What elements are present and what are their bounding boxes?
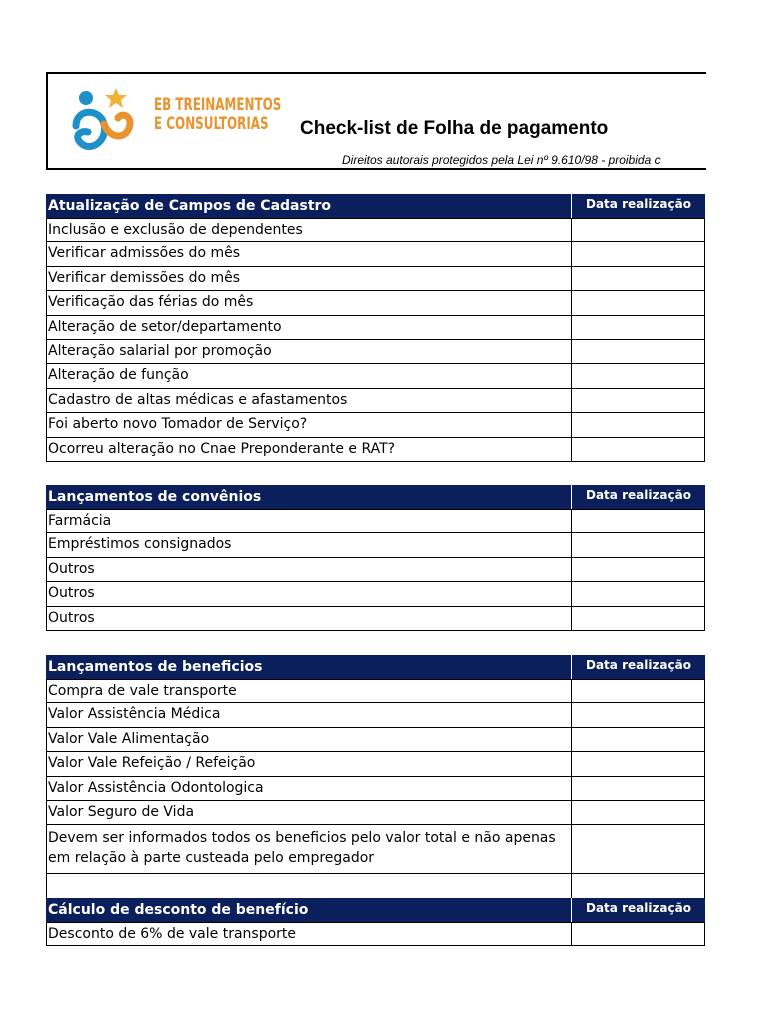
checklist-row: [46, 267, 705, 291]
document-header: [46, 72, 706, 170]
date-cell[interactable]: [571, 801, 705, 825]
date-cell[interactable]: [571, 219, 705, 242]
copyright-notice: Direitos autorais protegidos pela Lei nº 9.610/98 - proibida c: [342, 153, 661, 167]
date-cell[interactable]: [571, 703, 705, 727]
section-header: [46, 194, 705, 218]
item-label: Cadastro de altas médicas e afastamentos: [46, 389, 571, 413]
date-cell[interactable]: [571, 389, 705, 413]
item-label: Verificar demissões do mês: [46, 267, 571, 291]
section-title: Cálculo de desconto de benefício: [48, 902, 309, 918]
section-header: [46, 898, 705, 922]
section-header: [46, 485, 705, 509]
date-cell[interactable]: [571, 607, 705, 631]
date-cell[interactable]: [571, 510, 705, 533]
checklist-row: [46, 218, 705, 242]
item-note: Devem ser informados todos os beneficios pelo valor total e não apenas em relação à parte custeada pelo empregador: [46, 825, 571, 874]
item-label: Ocorreu alteração no Cnae Preponderante e RAT?: [46, 438, 571, 462]
item-label: Foi aberto novo Tomador de Serviço?: [46, 413, 571, 437]
item-label: Alteração salarial por promoção: [46, 340, 571, 364]
date-cell[interactable]: [571, 825, 705, 874]
checklist-row-note: [46, 825, 705, 874]
checklist-row: [46, 364, 705, 388]
date-column-header: Data realização: [571, 898, 705, 922]
date-cell[interactable]: [571, 680, 705, 703]
date-cell[interactable]: [571, 558, 705, 582]
checklist-row: [46, 533, 705, 557]
checklist-row: [46, 438, 705, 462]
checklist-row: [46, 291, 705, 315]
checklist-row: [46, 777, 705, 801]
item-label: Valor Vale Alimentação: [46, 728, 571, 752]
date-cell[interactable]: [571, 316, 705, 340]
section-convenios: [46, 485, 705, 631]
empty-row: [46, 874, 705, 898]
date-cell[interactable]: [571, 267, 705, 291]
date-cell[interactable]: [571, 777, 705, 801]
empty-cell: [46, 874, 571, 898]
page-title: Check-list de Folha de pagamento: [300, 118, 609, 139]
item-label: Farmácia: [46, 510, 571, 533]
section-desconto: [46, 898, 705, 946]
section-cadastro: [46, 194, 705, 462]
item-label: Empréstimos consignados: [46, 533, 571, 557]
checklist-row: [46, 752, 705, 776]
date-cell[interactable]: [571, 923, 705, 946]
item-label: Valor Assistência Médica: [46, 703, 571, 727]
item-label: Desconto de 6% de vale transporte: [46, 923, 571, 946]
checklist-row: [46, 413, 705, 437]
item-label: Verificação das férias do mês: [46, 291, 571, 315]
section-beneficios: [46, 655, 705, 899]
eb-logo-icon: [70, 86, 140, 156]
item-label: Inclusão e exclusão de dependentes: [46, 219, 571, 242]
item-label: Verificar admissões do mês: [46, 242, 571, 266]
section-title: Atualização de Campos de Cadastro: [48, 198, 332, 214]
date-column-header: Data realização: [571, 485, 705, 509]
section-title: Lançamentos de beneficios: [48, 659, 263, 675]
item-label: Outros: [46, 607, 571, 631]
checklist-row: [46, 679, 705, 703]
checklist-row: [46, 582, 705, 606]
item-label: Alteração de função: [46, 364, 571, 388]
item-label: Valor Assistência Odontologica: [46, 777, 571, 801]
date-cell[interactable]: [571, 438, 705, 462]
date-cell[interactable]: [571, 364, 705, 388]
checklist-row: [46, 509, 705, 533]
item-label: Outros: [46, 558, 571, 582]
section-header: [46, 655, 705, 679]
date-column-header: Data realização: [571, 655, 705, 679]
date-cell[interactable]: [571, 728, 705, 752]
checklist-row: [46, 242, 705, 266]
checklist-row: [46, 728, 705, 752]
checklist-row: [46, 922, 705, 946]
date-column-header: Data realização: [571, 194, 705, 218]
item-label: Outros: [46, 582, 571, 606]
date-cell[interactable]: [571, 291, 705, 315]
date-cell[interactable]: [571, 874, 705, 898]
checklist-row: [46, 340, 705, 364]
date-cell[interactable]: [571, 752, 705, 776]
checklist-row: [46, 558, 705, 582]
checklist-row: [46, 703, 705, 727]
section-title: Lançamentos de convênios: [48, 489, 262, 505]
date-cell[interactable]: [571, 582, 705, 606]
item-label: Valor Vale Refeição / Refeição: [46, 752, 571, 776]
date-cell[interactable]: [571, 340, 705, 364]
item-label: Valor Seguro de Vida: [46, 801, 571, 825]
checklist-row: [46, 801, 705, 825]
item-label: Compra de vale transporte: [46, 680, 571, 703]
checklist-row: [46, 389, 705, 413]
brand-name: EB TREINAMENTOS E CONSULTORIAS: [154, 95, 282, 134]
date-cell[interactable]: [571, 533, 705, 557]
item-label: Alteração de setor/departamento: [46, 316, 571, 340]
checklist-row: [46, 316, 705, 340]
date-cell[interactable]: [571, 413, 705, 437]
checklist-row: [46, 607, 705, 631]
date-cell[interactable]: [571, 242, 705, 266]
